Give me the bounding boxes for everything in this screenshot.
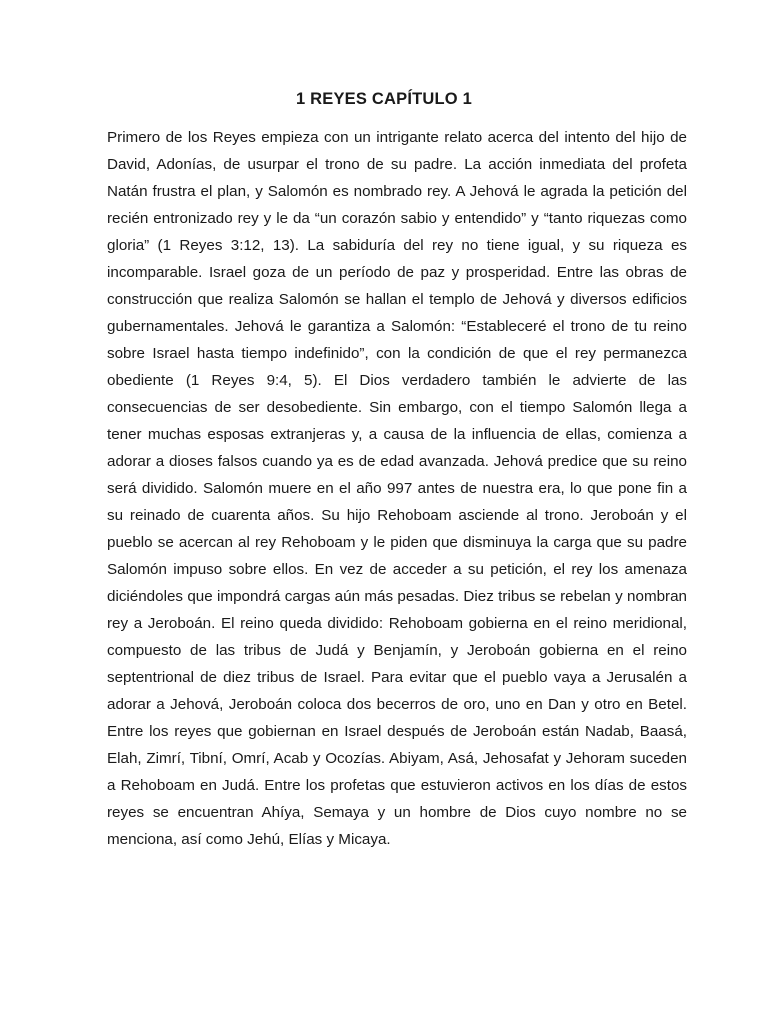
- document-title: 1 REYES CAPÍTULO 1: [296, 90, 472, 108]
- document-body-paragraph: Primero de los Reyes empieza con un intrigante relato acerca del intento del hijo de David, Adonías, de usurpar el trono de su padre. La acción inmediata del profeta Natán frustra el plan, y Salomón es nombrado rey. A Jehová le agrada la petición del recién entronizado rey y le da “un corazón sabio y entendido” y “tanto riquezas como gloria” (1 Reyes 3:12, 13). La sabiduría del rey no tiene igual, y su riqueza es incomparable. Israel goza de un período de paz y prosperidad. Entre las obras de construcción que realiza Salomón se hallan el templo de Jehová y diversos edificios gubernamentales. Jehová le garantiza a Salomón: “Estableceré el trono de tu reino sobre Israel hasta tiempo indefinido”, con la condición de que el rey permanezca obediente (1 Reyes 9:4, 5). El Dios verdadero también le advierte de las consecuencias de ser desobediente. Sin embargo, con el tiempo Salomón llega a tener muchas esposas extranjeras y, a causa de la influencia de ellas, comienza a adorar a dioses falsos cuando ya es de edad avanzada. Jehová predice que su reino será dividido. Salomón muere en el año 997 antes de nuestra era, lo que pone fin a su reinado de cuarenta años. Su hijo Rehoboam asciende al trono. Jeroboán y el pueblo se acercan al rey Rehoboam y le piden que disminuya la carga que su padre Salomón impuso sobre ellos. En vez de acceder a su petición, el rey los amenaza diciéndoles que impondrá cargas aún más pesadas. Diez tribus se rebelan y nombran rey a Jeroboán. El reino queda dividido: Rehoboam gobierna en el reino meridional, compuesto de las tribus de Judá y Benjamín, y Jeroboán gobierna en el reino septentrional de diez tribus de Israel. Para evitar que el pueblo vaya a Jerusalén a adorar a Jehová, Jeroboán coloca dos becerros de oro, uno en Dan y otro en Betel. Entre los reyes que gobiernan en Israel después de Jeroboán están Nadab, Baasá, Elah, Zimrí, Tibní, Omrí, Acab y Ocozías. Abiyam, Asá, Jehosafat y Jehoram suceden a Rehoboam en Judá. Entre los profetas que estuvieron activos en los días de estos reyes se encuentran Ahíya, Semaya y un hombre de Dios cuyo nombre no se menciona, así como Jehú, Elías y Micaya.: [107, 129, 687, 848]
